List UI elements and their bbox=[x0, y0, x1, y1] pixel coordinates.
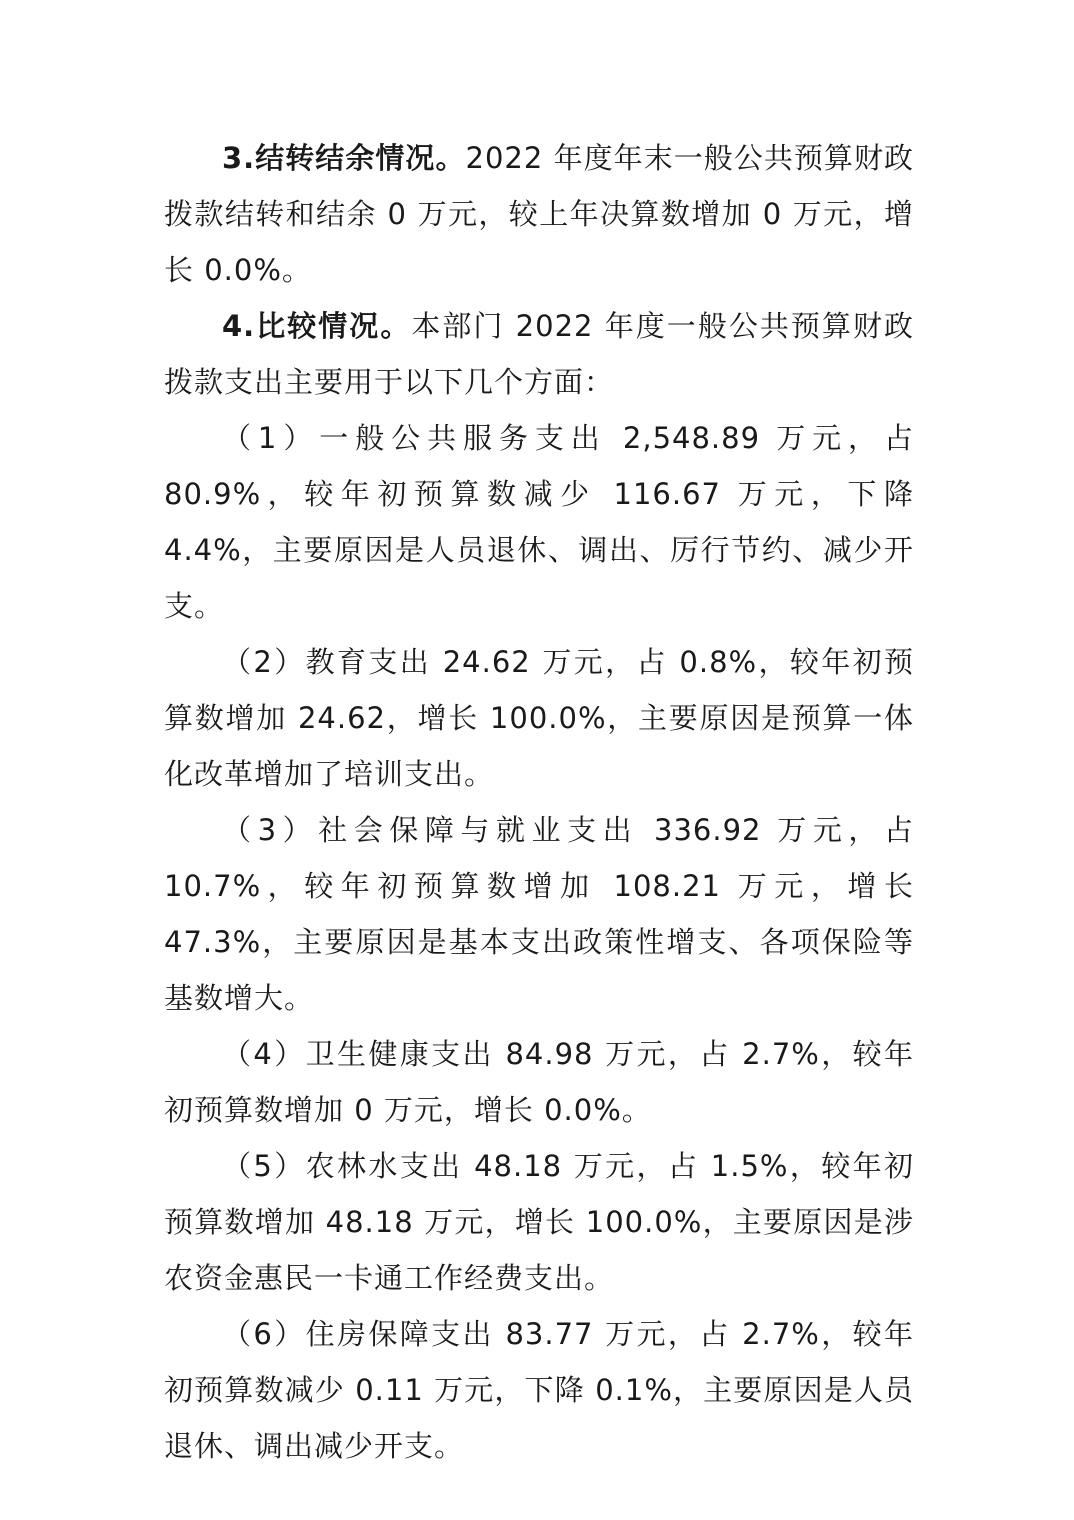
paragraph-text: （6）住房保障支出 83.77 万元，占 2.7%，较年初预算数减少 0.11 万元，下降 0.1%，主要原因是人员退休、调出减少开支。 bbox=[164, 1317, 914, 1463]
list-item-health bbox=[164, 1026, 914, 1138]
document-body bbox=[164, 130, 914, 1474]
paragraph-text: （3）社会保障与就业支出 336.92 万元，占 10.7%，较年初预算数增加 108.21 万元，增长 47.3%，主要原因是基本支出政策性增支、各项保险等基数增大。 bbox=[164, 813, 914, 1015]
section-heading: 4.比较情况。 bbox=[222, 309, 412, 343]
list-item-housing bbox=[164, 1306, 914, 1474]
paragraph-text: （5）农林水支出 48.18 万元，占 1.5%，较年初预算数增加 48.18 万元，增长 100.0%，主要原因是涉农资金惠民一卡通工作经费支出。 bbox=[164, 1149, 914, 1295]
paragraph-text: （1）一般公共服务支出 2,548.89 万元，占 80.9%，较年初预算数减少 116.67 万元，下降 4.4%，主要原因是人员退休、调出、厉行节约、减少开支。 bbox=[164, 421, 914, 623]
list-item-agriculture bbox=[164, 1138, 914, 1306]
paragraph-text: （4）卫生健康支出 84.98 万元，占 2.7%，较年初预算数增加 0 万元，增长 0.0%。 bbox=[164, 1037, 914, 1127]
paragraph-carryover bbox=[164, 130, 914, 298]
paragraph-text: （2）教育支出 24.62 万元，占 0.8%，较年初预算数增加 24.62，增长 100.0%，主要原因是预算一体化改革增加了培训支出。 bbox=[164, 645, 914, 791]
paragraph-text: 本部门 2022 年度一般公共预算财政拨款支出主要用于以下几个方面： bbox=[164, 309, 914, 399]
list-item-social-security bbox=[164, 802, 914, 1026]
section-heading: 3.结转结余情况。 bbox=[222, 141, 466, 175]
paragraph-text: 2022 年度年末一般公共预算财政拨款结转和结余 0 万元，较上年决算数增加 0 万元，增长 0.0%。 bbox=[164, 141, 914, 287]
list-item-general-public-services bbox=[164, 410, 914, 634]
list-item-education bbox=[164, 634, 914, 802]
paragraph-comparison bbox=[164, 298, 914, 410]
